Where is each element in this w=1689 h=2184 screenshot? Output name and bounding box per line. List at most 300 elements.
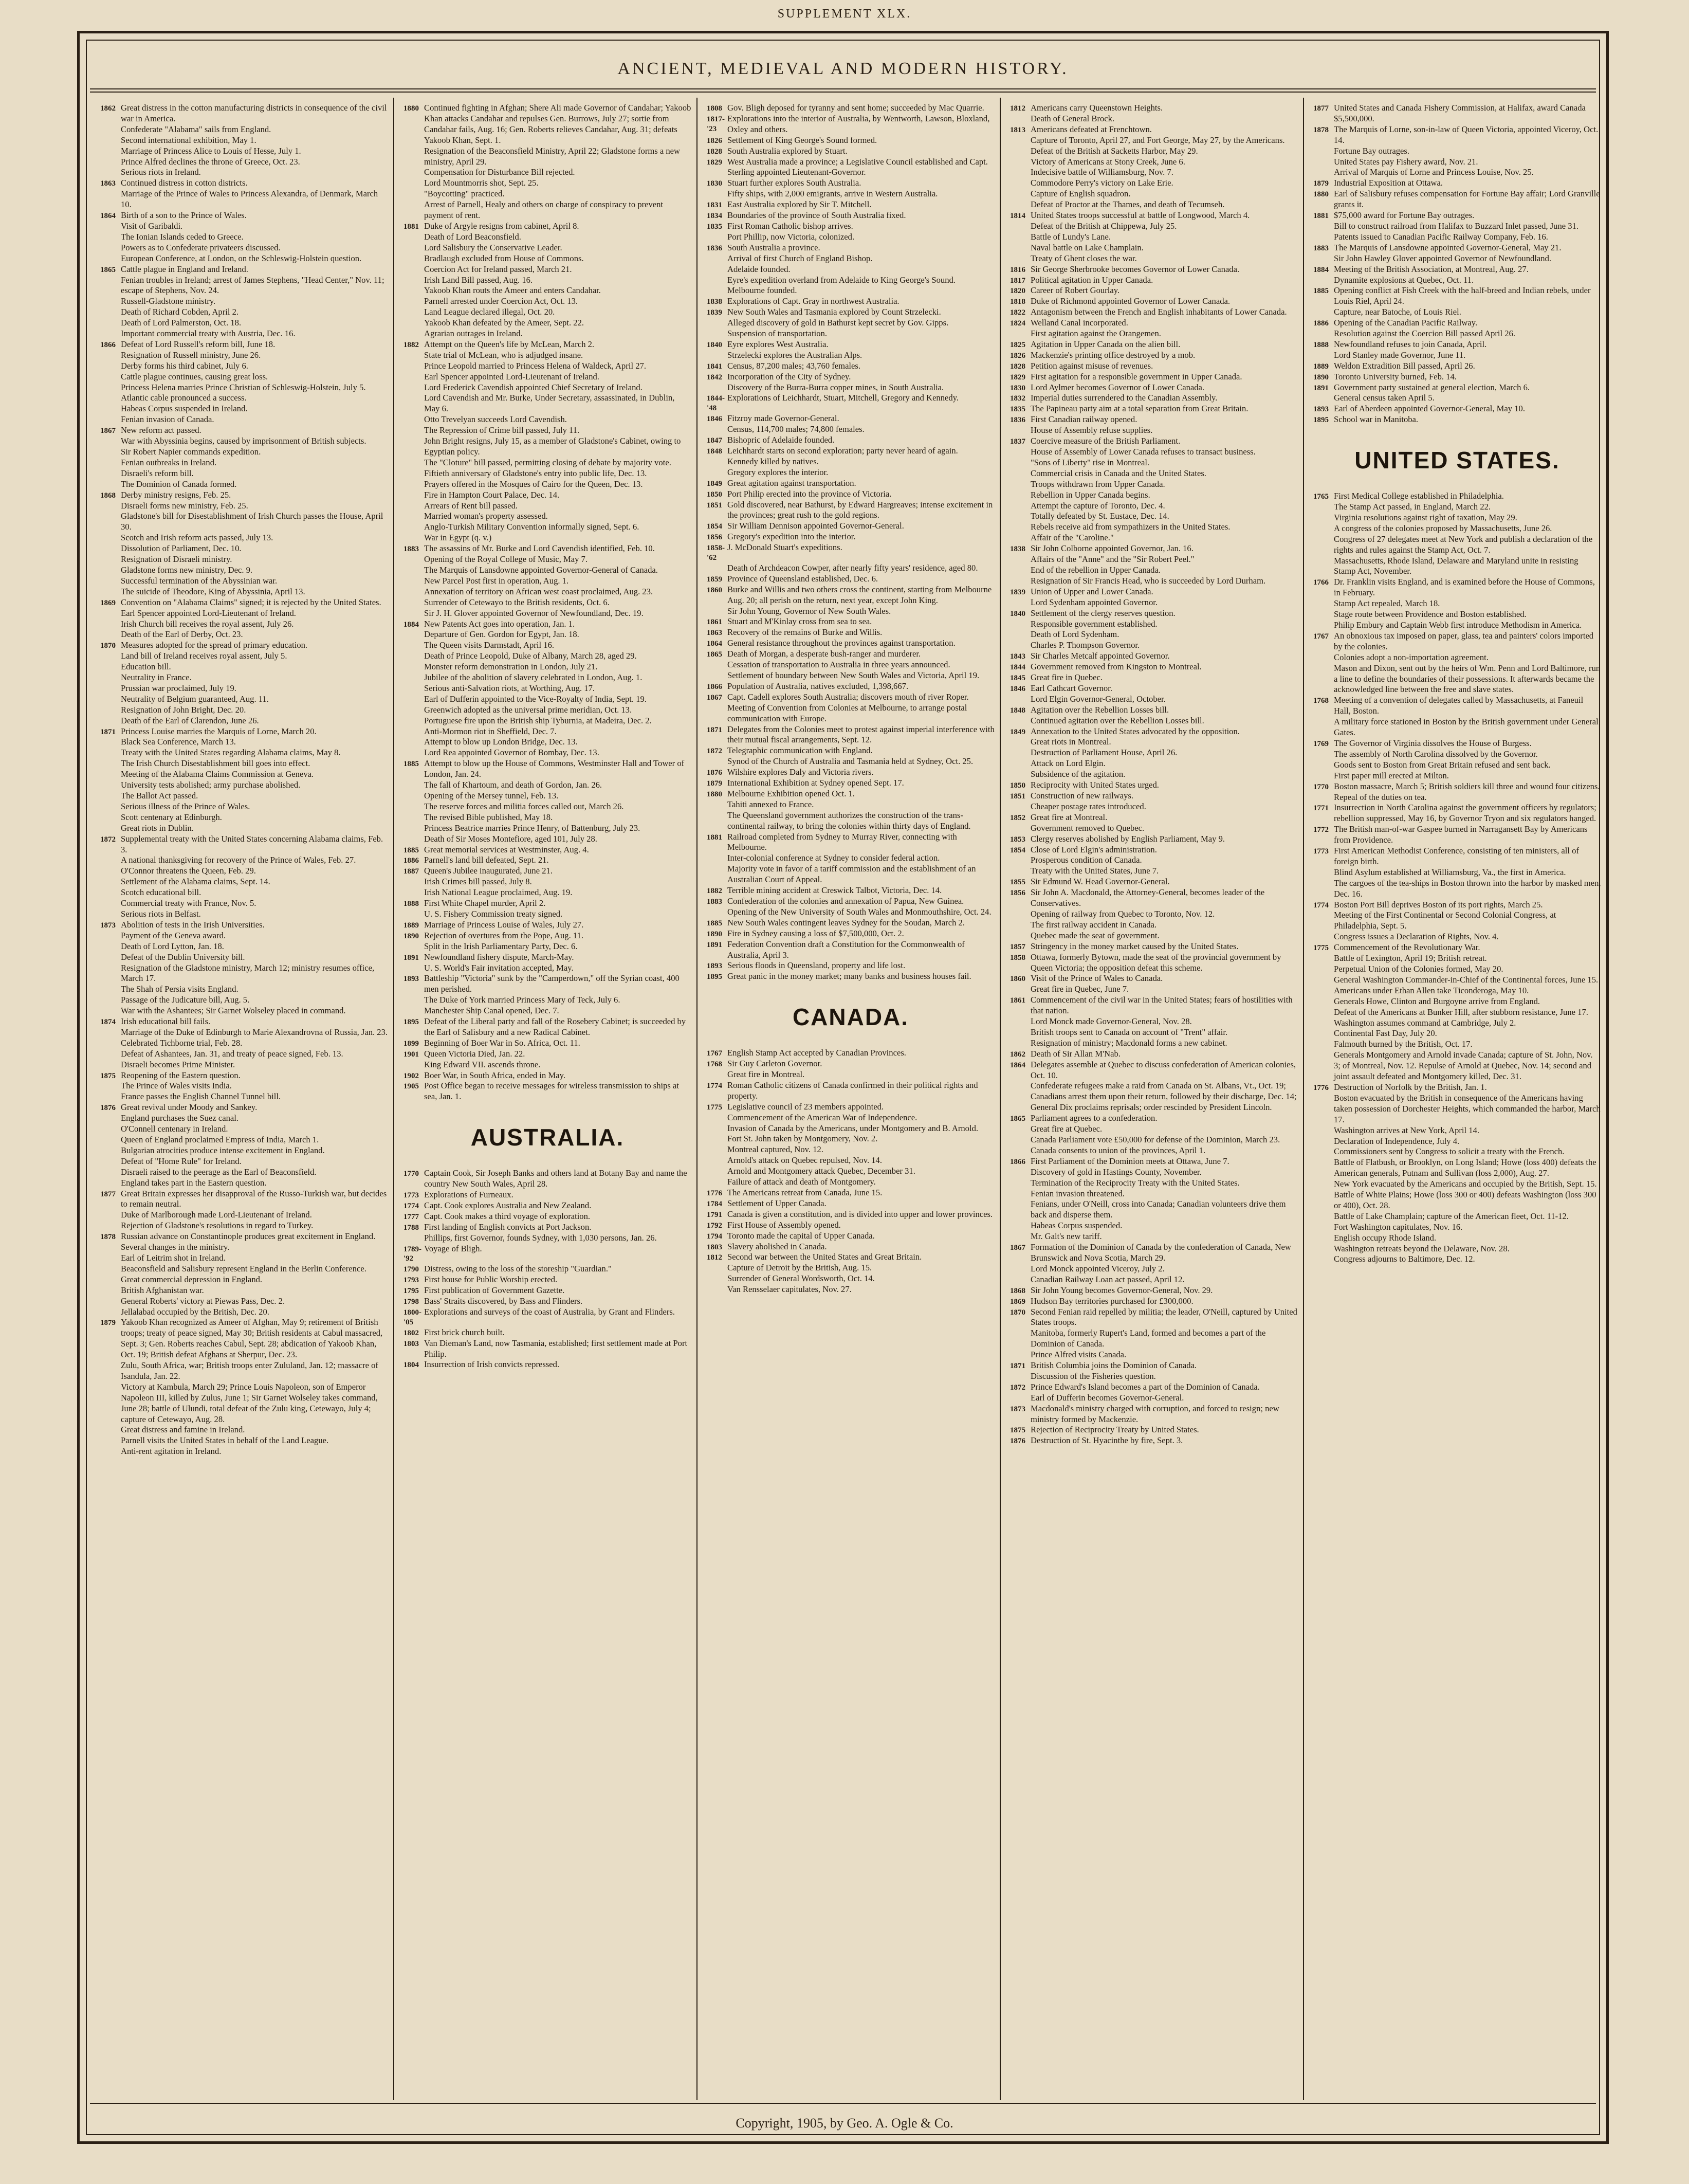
chronology-entry: [100, 651, 388, 662]
entry-text: Visit of Garibaldi.: [121, 221, 183, 231]
entry-text: Prince Edward's Island becomes a part of the Dominion of Canada.: [1031, 1381, 1260, 1392]
entry-year: [403, 597, 424, 598]
chronology-entry: [707, 189, 995, 199]
chronology-entry: [1010, 522, 1298, 533]
entry-text: Bulgarian atrocities produce intense excitement in England.: [121, 1145, 325, 1155]
entry-text: War with Abyssinia begins, caused by imprisonment of British subjects.: [121, 436, 366, 446]
chronology-entry: [707, 135, 995, 146]
entry-text: Incorporation of the City of Sydney.: [727, 371, 851, 381]
entry-text: Arnold's attack on Quebec repulsed, Nov. 14.: [727, 1155, 882, 1166]
entry-year: [100, 1145, 121, 1146]
entry-year: [1313, 986, 1334, 987]
entry-year: 1845: [1010, 674, 1025, 683]
entry-year: 1858: [1010, 953, 1025, 962]
entry-year: 1858-'62: [707, 544, 725, 562]
entry-text: International Exhibition at Sydney opened Sept. 17.: [727, 778, 904, 788]
entry-year: [707, 1263, 727, 1264]
chronology-entry: [1313, 631, 1601, 652]
entry-year: [1010, 1371, 1031, 1372]
entry-year: 1902: [403, 1071, 419, 1080]
entry-text: Troops withdrawn from Upper Canada.: [1031, 479, 1165, 489]
entry-text: Dynamite explosions at Quebec, Oct. 11.: [1334, 275, 1474, 285]
chronology-entry: [403, 737, 691, 748]
entry-year: 1847: [707, 436, 722, 445]
entry-year: [707, 329, 727, 330]
chronology-entry: [1313, 243, 1601, 253]
entry-year: [707, 563, 727, 564]
entry-year: [707, 1273, 727, 1275]
entry-year: [1010, 135, 1031, 136]
entry-text: Rejection of Gladstone's resolutions in regard to Turkey.: [121, 1221, 314, 1231]
entry-year: 1879: [1313, 179, 1329, 188]
entry-text: Failure of attack and death of Montgomery.: [727, 1177, 876, 1187]
entry-year: [100, 984, 121, 985]
entry-text: The first railway accident in Canada.: [1031, 919, 1157, 930]
entry-text: South Australia explored by Stuart.: [727, 145, 848, 156]
entry-year: [403, 941, 424, 942]
entry-text: Railroad completed from Sydney to Murray River, connecting with Melbourne.: [727, 831, 957, 852]
entry-text: Imperial duties surrendered to the Canadian Assembly.: [1031, 393, 1218, 403]
entry-text: The Ballot Act passed.: [121, 791, 198, 800]
entry-text: Canada Parliament vote £50,000 for defense of the Dominion, March 23.: [1031, 1135, 1280, 1144]
chronology-entry: [100, 1231, 388, 1242]
chronology-entry: [100, 1016, 388, 1027]
entry-text: Settlement of the clergy reserves question.: [1031, 608, 1176, 618]
chronology-entry: [707, 896, 995, 907]
entry-text: Treaty with the United States, June 7.: [1031, 866, 1159, 876]
entry-year: 1836: [1010, 416, 1025, 425]
chronology-entry: [1010, 285, 1298, 296]
entry-text: Resignation of the Beaconsfield Ministry, April 22; Gladstone forms a new ministry, April 29.: [424, 145, 681, 167]
entry-year: 1808: [707, 104, 722, 113]
chronology-entry: [100, 1178, 388, 1189]
entry-year: 1882: [403, 340, 419, 349]
entry-text: Fire in Sydney causing a loss of $7,500,000, Oct. 2.: [727, 928, 904, 938]
chronology-entry: [403, 705, 691, 716]
entry-year: 1878: [100, 1233, 116, 1242]
chronology-entry: [403, 565, 691, 576]
entry-text: Battle of Flatbush, or Brooklyn, on Long Island; Howe (loss 400) defeats the American generals, Putnam and Sullivan (loss 2,000), Aug. 27.: [1334, 1157, 1596, 1178]
entry-year: 1822: [1010, 308, 1025, 317]
entry-year: [707, 285, 727, 286]
entry-text: Lord Monck made Governor-General, Nov. 28.: [1031, 1016, 1192, 1027]
entry-text: Close of Lord Elgin's administration.: [1031, 844, 1157, 854]
entry-text: Death of Morgan, a desperate bush-ranger and murderer.: [727, 649, 921, 659]
chronology-entry: [1313, 1028, 1601, 1039]
entry-year: 1879: [100, 1319, 116, 1327]
entry-year: [403, 522, 424, 523]
entry-year: [1010, 748, 1031, 749]
entry-text: Macdonald's ministry charged with corruption, and forced to resign; new ministry formed by Mackenzie.: [1031, 1403, 1279, 1424]
entry-text: Black Sea Conference, March 13.: [121, 737, 236, 747]
chronology-entry: [100, 1210, 388, 1221]
chronology-entry: [707, 767, 995, 778]
entry-text: Important commercial treaty with Austria, Dec. 16.: [121, 329, 296, 339]
entry-year: 1812: [1010, 104, 1025, 113]
entry-year: 1835: [707, 222, 722, 231]
chronology-entry: [100, 1425, 388, 1435]
entry-year: [100, 533, 121, 534]
entry-year: [403, 834, 424, 835]
entry-text: Recovery of the remains of Burke and Willis.: [727, 627, 883, 638]
chronology-entry: [403, 167, 691, 178]
entry-year: [403, 1060, 424, 1061]
entry-text: General Roberts' victory at Piewas Pass, Dec. 2.: [121, 1296, 285, 1306]
chronology-entry: [403, 651, 691, 662]
chronology-entry: [1010, 275, 1298, 286]
entry-text: Generals Howe, Clinton and Burgoyne arrive from England.: [1334, 996, 1540, 1006]
entry-text: Van Dieman's Land, now Tasmania, established; first settlement made at Port Philip.: [424, 1338, 688, 1359]
entry-text: Battleship "Victoria" sunk by the "Camperdown," off the Syrian coast, 400 men perished.: [424, 973, 680, 994]
chronology-entry: [1010, 339, 1298, 350]
entry-text: England takes part in the Eastern question.: [121, 1177, 267, 1188]
chronology-entry: [1010, 834, 1298, 845]
entry-year: [100, 1296, 121, 1297]
entry-text: Great agitation against transportation.: [727, 478, 856, 488]
entry-year: 1856: [707, 533, 722, 542]
chronology-entry: [1313, 146, 1601, 157]
entry-year: [1010, 533, 1031, 534]
entry-year: [100, 662, 121, 663]
entry-text: The Prince of Wales visits India.: [121, 1081, 232, 1091]
entry-year: [1010, 425, 1031, 426]
chronology-entry: [100, 501, 388, 512]
entry-text: Dissolution of Parliament, Dec. 10.: [121, 543, 242, 554]
chronology-entry: [403, 758, 691, 780]
chronology-entry: [1010, 447, 1298, 458]
entry-text: Clergy reserves abolished by English Parliament, May 9.: [1031, 833, 1225, 844]
chronology-entry: [707, 467, 995, 478]
chronology-entry: [1010, 533, 1298, 543]
chronology-entry: [1010, 640, 1298, 651]
chronology-entry: [403, 823, 691, 834]
entry-text: Serious riots in Ireland.: [121, 167, 201, 177]
chronology-entry: [707, 853, 995, 864]
entry-year: [707, 799, 727, 800]
entry-year: [403, 414, 424, 415]
entry-text: Lord Sydenham appointed Governor.: [1031, 597, 1158, 607]
entry-year: [403, 264, 424, 265]
entry-year: [1010, 1135, 1031, 1136]
entry-text: Atlantic cable pronounced a success.: [121, 393, 247, 403]
entry-text: Lord Cavendish and Mr. Burke, Under Secretary, assassinated, in Dublin, May 6.: [424, 393, 675, 414]
chronology-entry: [1010, 479, 1298, 490]
entry-text: The cargoes of the tea-ships in Boston thrown into the harbor by masked men, Dec. 16.: [1334, 878, 1601, 899]
entry-text: Canada is given a constitution, and is divided into upper and lower provinces.: [727, 1209, 993, 1219]
chronology-entry: [403, 608, 691, 619]
entry-year: [403, 780, 424, 781]
chronology-entry: [100, 383, 388, 393]
entry-text: Attempt to blow up the House of Commons, Westminster Hall and Tower of London, Jan. 24.: [424, 758, 685, 779]
entry-text: Ottawa, formerly Bytown, made the seat of the provincial government by Queen Victoria; the opposition defeat this scheme.: [1031, 952, 1281, 973]
entry-text: Otto Trevelyan succeeds Lord Cavendish.: [424, 414, 567, 425]
entry-year: [403, 511, 424, 512]
chronology-entry: [1010, 565, 1298, 576]
entry-year: [1010, 157, 1031, 158]
entry-text: Earl of Aberdeen appointed Governor-General, May 10.: [1334, 404, 1525, 414]
entry-year: 1885: [1313, 287, 1329, 296]
entry-year: [100, 1285, 121, 1286]
chronology-entry: [707, 1123, 995, 1134]
chronology-entry: [100, 1307, 388, 1318]
entry-text: Americans carry Queenstown Heights.: [1031, 103, 1163, 113]
chronology-entry: [707, 489, 995, 500]
entry-year: [403, 479, 424, 480]
entry-year: 1872: [100, 835, 116, 844]
entry-year: [1010, 329, 1031, 330]
entry-text: Defeat of the British at Sacketts Harbor, May 29.: [1031, 145, 1198, 156]
entry-year: [403, 651, 424, 652]
entry-text: Earl Cathcart Governor.: [1031, 683, 1112, 693]
entry-year: [100, 780, 121, 781]
entry-year: [1010, 490, 1031, 491]
chronology-entry: [1313, 620, 1601, 631]
entry-year: [707, 853, 727, 854]
entry-year: 1872: [1010, 1383, 1025, 1392]
chronology-entry: [100, 554, 388, 565]
history-column-5: [1313, 103, 1601, 2098]
entry-text: Derby forms his third cabinet, July 6.: [121, 360, 248, 371]
entry-text: British Afghanistan war.: [121, 1285, 204, 1295]
chronology-entry: [707, 799, 995, 810]
entry-text: Commercial crisis in Canada and the United States.: [1031, 468, 1206, 478]
chronology-entry: [1010, 307, 1298, 318]
entry-text: Kennedy killed by natives.: [727, 456, 819, 466]
entry-year: 1862: [1010, 1050, 1025, 1059]
entry-year: [100, 146, 121, 147]
entry-text: Continued fighting in Afghan; Shere Ali made Governor of Candahar; Yakoob Khan attacks Candahar and repulses Gen. Burrows, July 27; sortie from Candahar fails, Aug. 16; Gen. Roberts relieves Candahar, Aug. 31; defeats Yakoob Khan, Sept. 1.: [424, 103, 691, 145]
chronology-entry: [403, 845, 691, 856]
entry-text: Arrival of first Church of England Bishop.: [727, 253, 873, 263]
entry-year: [1010, 1038, 1031, 1039]
entry-text: Duke of Marlborough made Lord-Lieutenant of Ireland.: [121, 1210, 312, 1220]
entry-year: 1838: [1010, 545, 1025, 554]
chronology-entry: [100, 587, 388, 597]
entry-year: [707, 275, 727, 276]
column-divider: [696, 98, 697, 2100]
entry-text: Washington assumes command at Cambridge, July 2.: [1334, 1017, 1516, 1028]
entry-year: [707, 467, 727, 468]
entry-text: Province of Queensland established, Dec. 6.: [727, 573, 878, 584]
chronology-entry: [403, 1327, 691, 1338]
entry-year: 1882: [707, 887, 722, 896]
entry-year: [1313, 221, 1334, 222]
entry-text: O'Connor threatens the Queen, Feb. 29.: [121, 866, 256, 876]
entry-year: 1840: [707, 340, 722, 349]
chronology-entry: [100, 458, 388, 468]
entry-text: Habeas Corpus suspended in Ireland.: [121, 404, 248, 414]
entry-year: [1010, 167, 1031, 168]
chronology-entry: [707, 350, 995, 361]
entry-year: [100, 1006, 121, 1007]
entry-year: [100, 1360, 121, 1361]
entry-text: Settlement of the Alabama claims, Sept. 14.: [121, 877, 270, 887]
chronology-entry: [1010, 210, 1298, 221]
chronology-entry: [707, 778, 995, 789]
entry-year: [403, 436, 424, 437]
chronology-entry: [403, 436, 691, 458]
entry-year: [100, 167, 121, 168]
chronology-entry: [707, 178, 995, 189]
entry-year: [1010, 243, 1031, 244]
chronology-entry: [100, 791, 388, 802]
chronology-entry: [100, 877, 388, 887]
entry-text: Meeting of the Alabama Claims Commission at Geneva.: [121, 769, 314, 779]
entry-year: [403, 554, 424, 555]
footer-rule: [90, 2103, 1596, 2104]
entry-year: [707, 383, 727, 384]
chronology-entry: [1313, 1093, 1601, 1125]
chronology-entry: [1313, 792, 1601, 803]
entry-year: [707, 810, 727, 811]
entry-year: 1776: [707, 1189, 722, 1197]
chronology-entry: [1010, 1328, 1298, 1350]
entry-text: Confederation of the colonies and annexation of Papua, New Guinea.: [727, 896, 964, 906]
entry-year: 1840: [1010, 609, 1025, 618]
entry-text: Van Rensselaer capitulates, Nov. 27.: [727, 1284, 852, 1295]
chronology-entry: [403, 640, 691, 651]
entry-year: [403, 737, 424, 738]
chronology-entry: [707, 616, 995, 627]
chronology-entry: [403, 1285, 691, 1296]
chronology-entry: [1010, 877, 1298, 887]
entry-year: [1313, 1050, 1334, 1051]
entry-text: Death of Lord Lytton, Jan. 18.: [121, 941, 224, 951]
chronology-entry: [1010, 662, 1298, 672]
chronology-entry: [100, 167, 388, 178]
entry-year: 1891: [403, 953, 419, 962]
entry-year: 1828: [707, 147, 722, 156]
entry-text: Government party sustained at general election, March 6.: [1334, 382, 1530, 392]
entry-text: Lord Aylmer becomes Governor of Lower Canada.: [1031, 382, 1205, 392]
entry-year: [100, 157, 121, 158]
entry-text: Irish Crimes bill passed, July 8.: [424, 877, 532, 887]
chronology-entry: [403, 1264, 691, 1275]
entry-year: 1860: [1010, 975, 1025, 984]
history-column-1: [100, 103, 388, 2098]
chronology-entry: [707, 307, 995, 318]
entry-text: Battle of Lundy's Lane.: [1031, 231, 1111, 242]
entry-text: Legislative council of 23 members appointed.: [727, 1101, 884, 1112]
chronology-entry: [707, 372, 995, 383]
entry-text: Opening conflict at Fish Creek with the half-breed and Indian rebels, under Louis Riel, April 24.: [1334, 285, 1591, 306]
entry-year: [100, 543, 121, 544]
entry-year: 1873: [1010, 1405, 1025, 1413]
chronology-entry: [1313, 953, 1601, 964]
chronology-entry: [1313, 307, 1601, 318]
entry-text: University tests abolished; army purchase abolished.: [121, 780, 301, 790]
entry-year: 1881: [707, 833, 722, 842]
entry-year: [1010, 554, 1031, 555]
entry-year: 1865: [1010, 1115, 1025, 1123]
chronology-entry: [707, 199, 995, 210]
entry-year: [100, 253, 121, 254]
entry-year: [1010, 1081, 1031, 1082]
entry-text: Derby ministry resigns, Feb. 25.: [121, 489, 231, 500]
chronology-entry: [403, 716, 691, 726]
entry-year: [1313, 996, 1334, 997]
chronology-entry: [100, 1435, 388, 1446]
entry-year: 1846: [707, 415, 722, 424]
entry-text: New South Wales contingent leaves Sydney for the Soudan, March 2.: [727, 917, 965, 927]
entry-text: Split in the Irish Parliamentary Party, Dec. 6.: [424, 941, 578, 951]
entry-text: Montreal captured, Nov. 12.: [727, 1144, 823, 1155]
entry-year: [100, 587, 121, 588]
entry-year: 1890: [1313, 373, 1329, 381]
chronology-entry: [100, 726, 388, 737]
chronology-entry: [1010, 436, 1298, 447]
chronology-entry: [1313, 803, 1601, 824]
chronology-entry: [100, 414, 388, 425]
entry-year: [403, 458, 424, 459]
entry-year: 1865: [707, 650, 722, 659]
chronology-entry: [100, 608, 388, 619]
entry-text: Death of Lord Beaconsfield.: [424, 231, 521, 242]
entry-year: 1879: [707, 779, 722, 788]
entry-year: 1874: [100, 1018, 116, 1027]
entry-year: 1867: [100, 427, 116, 435]
chronology-entry: [1010, 705, 1298, 716]
chronology-entry: [1010, 1371, 1298, 1382]
chronology-entry: [1313, 189, 1601, 210]
entry-text: Tahiti annexed to France.: [727, 799, 814, 809]
entry-text: Princess Louise marries the Marquis of Lorne, March 20.: [121, 726, 317, 736]
entry-text: Death of Lord Sydenham.: [1031, 629, 1119, 640]
entry-text: Treaty with the United States regarding Alabama claims, May 8.: [121, 748, 341, 758]
entry-text: Princess Beatrice marries Prince Henry, of Battenburg, July 23.: [424, 823, 640, 833]
chronology-entry: [403, 1168, 691, 1190]
chronology-entry: [100, 748, 388, 758]
entry-year: 1843: [1010, 652, 1025, 661]
entry-text: Stringency in the money market caused by the United States.: [1031, 941, 1239, 951]
chronology-entry: [1010, 984, 1298, 995]
entry-year: 1789-'92: [403, 1245, 421, 1263]
entry-text: Gladstone forms new ministry, Dec. 9.: [121, 565, 253, 575]
entry-text: Affair of the "Caroline.": [1031, 533, 1114, 543]
entry-text: English occupy Rhode Island.: [1334, 1232, 1437, 1243]
entry-year: [403, 468, 424, 469]
chronology-entry: [707, 478, 995, 489]
entry-text: Serious anti-Salvation riots, at Worthing, Aug. 17.: [424, 683, 595, 693]
entry-year: 1766: [1313, 578, 1329, 587]
entry-year: [403, 887, 424, 888]
chronology-entry: [403, 543, 691, 554]
chronology-entry: [1010, 791, 1298, 802]
entry-text: Payment of the Geneva award.: [121, 930, 226, 940]
entry-text: Scott centenary at Edinburgh.: [121, 812, 222, 822]
chronology-entry: [100, 361, 388, 372]
entry-year: [403, 232, 424, 233]
entry-text: Arrival of Marquis of Lorne and Princess Louise, Nov. 25.: [1334, 167, 1534, 177]
entry-year: [100, 372, 121, 373]
chronology-entry: [707, 1273, 995, 1284]
chronology-entry: [100, 178, 388, 189]
entry-year: [403, 877, 424, 878]
entry-year: [100, 576, 121, 577]
entry-text: Reciprocity with United States urged.: [1031, 780, 1159, 790]
entry-year: 1895: [403, 1018, 419, 1027]
entry-year: [1010, 597, 1031, 598]
entry-text: Defeat of Ashantees, Jan. 31, and treaty of peace signed, Feb. 13.: [121, 1048, 343, 1059]
entry-text: Meeting of the First Continental or Second Colonial Congress, at Philadelphia, Sept. 5.: [1334, 910, 1556, 931]
entry-year: 1774: [707, 1081, 722, 1090]
entry-text: Beginning of Boer War in So. Africa, Oct. 11.: [424, 1038, 580, 1048]
entry-year: [403, 909, 424, 910]
chronology-entry: [1010, 1199, 1298, 1221]
chronology-entry: [707, 210, 995, 221]
chronology-entry: [100, 984, 388, 995]
entry-year: [100, 296, 121, 297]
